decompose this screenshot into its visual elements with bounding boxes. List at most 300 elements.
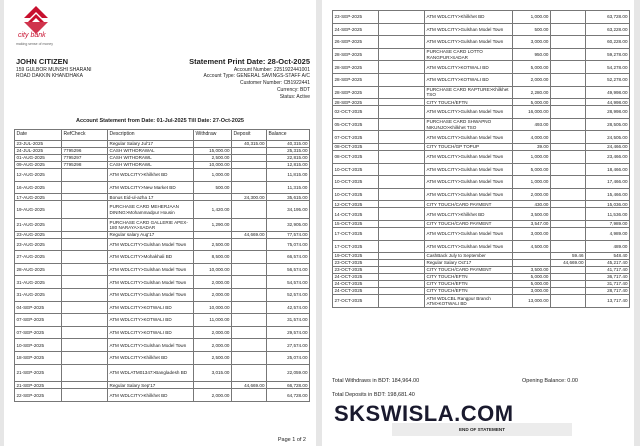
- withdraw-cell: 3,500.00: [513, 208, 551, 221]
- date-cell: 07-SEP-2025: [15, 326, 62, 339]
- deposit-cell: 44,669.00: [232, 382, 267, 389]
- description-cell: Regular Salary Oct'17: [425, 260, 513, 267]
- date-cell: 18-SEP-2025: [15, 351, 62, 364]
- total-withdrawals: Total Withdraws in BDT: 184,964.00: [332, 378, 420, 384]
- table-row: [333, 143, 630, 150]
- withdraw-cell: 3,000.00: [513, 288, 551, 295]
- withdraw-cell: 8,500.00: [194, 251, 232, 264]
- table-row: [15, 339, 310, 352]
- description-cell: ATM WDLCITY>Gulshan Model Town: [425, 23, 513, 36]
- deposit-cell: [551, 288, 586, 295]
- balance-cell: 12,815.00: [267, 162, 310, 169]
- date-cell: 19-AUG-2025: [15, 201, 62, 219]
- balance-cell: 31,574.00: [267, 314, 310, 327]
- balance-cell: 54,278.00: [586, 61, 630, 74]
- date-cell: 12-OCT-2025: [333, 201, 379, 208]
- table-row: [333, 163, 630, 176]
- date-cell: 28-AUG-2025: [15, 263, 62, 276]
- ref-cell: [379, 188, 425, 201]
- deposit-cell: [551, 131, 586, 144]
- ref-cell: [62, 326, 108, 339]
- customer-name: JOHN CITIZEN: [16, 57, 69, 66]
- table-row: [333, 86, 630, 99]
- description-cell: ATM WDLCITY>KOTWALI BD: [108, 301, 194, 314]
- ref-cell: [379, 281, 425, 288]
- date-cell: 10-OCT-2025: [333, 163, 379, 176]
- date-cell: 10-SEP-2025: [15, 339, 62, 352]
- ref-cell: [62, 288, 108, 301]
- table-row: [333, 150, 630, 163]
- withdraw-cell: 3,547.00: [513, 220, 551, 227]
- table-row: [15, 389, 310, 402]
- deposit-cell: [551, 201, 586, 208]
- table-row: [333, 240, 630, 253]
- ref-cell: [62, 339, 108, 352]
- ref-cell: [379, 48, 425, 61]
- ref-cell: [62, 169, 108, 182]
- description-cell: CASH WITHDRAWAL: [108, 148, 194, 155]
- ref-cell: [379, 73, 425, 86]
- description-cell: ATM WDLCITY>Khilkhet BD: [425, 208, 513, 221]
- table-row: [15, 201, 310, 219]
- description-cell: ATM WDLCITY>KOTWALI BD: [108, 314, 194, 327]
- description-cell: ATM WDLCITY>Khilkhet BD: [108, 389, 194, 402]
- watermark: SKSWISLA.COM: [334, 401, 514, 426]
- description-cell: ATM WDLCITY>Gulshan Model Town: [425, 176, 513, 189]
- balance-cell: 49,998.00: [586, 86, 630, 99]
- description-cell: ATM WDLCITY>Gulshan Model Town: [108, 276, 194, 289]
- withdraw-cell: 2,280.00: [513, 86, 551, 99]
- ref-cell: 7795298: [62, 162, 108, 169]
- deposit-cell: [232, 288, 267, 301]
- statement-page-2: [322, 0, 634, 446]
- print-date: Statement Print Date: 28-Oct-2025: [189, 57, 310, 66]
- table-row: [333, 61, 630, 74]
- date-cell: 08-OCT-2025: [333, 150, 379, 163]
- balance-cell: 27,574.00: [267, 339, 310, 352]
- description-cell: CITY TOUCH/GP TOPUP: [425, 143, 513, 150]
- description-cell: ATM WDLCITY>Gulshan Model Town: [425, 163, 513, 176]
- date-cell: 10-OCT-2025: [333, 188, 379, 201]
- description-cell: CITY TOUCH/CARD PAYMENT: [425, 267, 513, 274]
- deposit-cell: [551, 118, 586, 131]
- withdraw-cell: 3,015.00: [194, 364, 232, 382]
- balance-cell: 15,466.00: [586, 188, 630, 201]
- ref-cell: [62, 181, 108, 194]
- balance-cell: 77,574.00: [267, 231, 310, 238]
- date-cell: 28-SEP-2025: [333, 99, 379, 106]
- withdraw-cell: 4,000.00: [513, 131, 551, 144]
- balance-cell: 24,505.00: [586, 131, 630, 144]
- table-row: [333, 267, 630, 274]
- balance-cell: 489.00: [586, 240, 630, 253]
- date-cell: 05-OCT-2025: [333, 118, 379, 131]
- ref-cell: [379, 163, 425, 176]
- withdraw-cell: 5,000.00: [513, 281, 551, 288]
- table-row: [333, 295, 630, 308]
- withdraw-cell: 2,000.00: [194, 389, 232, 402]
- deposit-cell: [232, 238, 267, 251]
- withdraw-cell: 2,500.00: [194, 351, 232, 364]
- deposit-cell: [551, 274, 586, 281]
- date-cell: 21-SEP-2025: [15, 364, 62, 382]
- date-cell: 28-SEP-2025: [333, 48, 379, 61]
- page-number: Page 1 of 2: [277, 437, 306, 443]
- table-row: [333, 227, 630, 240]
- withdraw-cell: 5,000.00: [513, 274, 551, 281]
- ref-cell: [62, 251, 108, 264]
- ref-cell: [379, 99, 425, 106]
- withdraw-cell: 1,000.00: [513, 11, 551, 24]
- deposit-cell: [551, 99, 586, 106]
- table-row: [15, 314, 310, 327]
- withdraw-cell: 2,500.00: [194, 238, 232, 251]
- balance-cell: 11,536.00: [586, 208, 630, 221]
- deposit-cell: 40,315.00: [232, 141, 267, 148]
- date-cell: 24-SEP-2025: [333, 23, 379, 36]
- description-cell: ATM WDLCITY>Gulshan Model Town: [108, 238, 194, 251]
- col-header-deposit: Deposit: [232, 130, 267, 141]
- description-cell: ATM WDLCITY>New Market BD: [108, 181, 194, 194]
- date-cell: 21-SEP-2025: [15, 382, 62, 389]
- balance-cell: 24,466.00: [586, 143, 630, 150]
- withdraw-cell: 3,500.00: [513, 267, 551, 274]
- ref-cell: [379, 208, 425, 221]
- col-header-ref: RefCheck: [62, 130, 108, 141]
- description-cell: ATM WDLCITY>Gulshan Model Town: [108, 339, 194, 352]
- deposit-cell: [232, 155, 267, 162]
- balance-cell: 31,717.40: [586, 281, 630, 288]
- ref-cell: [379, 118, 425, 131]
- brand-tagline: making sense of money: [16, 42, 53, 46]
- withdraw-cell: 1,000.00: [194, 169, 232, 182]
- balance-cell: 34,195.00: [267, 201, 310, 219]
- date-cell: 28-SEP-2025: [333, 86, 379, 99]
- ref-cell: [62, 238, 108, 251]
- address-line-1: 159 GULBOR MUNSHI SHARANI: [16, 67, 92, 73]
- col-header-date: Date: [15, 130, 62, 141]
- date-cell: 24-OCT-2025: [333, 281, 379, 288]
- currency: Currency: BDT: [276, 87, 310, 93]
- ref-cell: [379, 267, 425, 274]
- ref-cell: [62, 314, 108, 327]
- ref-cell: [379, 131, 425, 144]
- statement-period-title: Account Statement from Date: 01-Jul-2025 Till Date: 27-Oct-2025: [75, 118, 244, 124]
- withdraw-cell: 2,000.00: [194, 276, 232, 289]
- deposit-cell: [551, 143, 586, 150]
- deposit-cell: [551, 23, 586, 36]
- balance-cell: 42,574.00: [267, 301, 310, 314]
- date-cell: 17-OCT-2025: [333, 227, 379, 240]
- withdraw-cell: [194, 141, 232, 148]
- withdraw-cell: 2,000.00: [194, 288, 232, 301]
- table-row: [333, 131, 630, 144]
- description-cell: CASH WITHDRAWL: [108, 162, 194, 169]
- withdraw-cell: 5,000.00: [513, 99, 551, 106]
- description-cell: ATM WDLCITY>Gulshan Model Town: [425, 240, 513, 253]
- deposit-cell: [551, 227, 586, 240]
- account-number: Account Number: 2251922441001: [233, 67, 310, 73]
- balance-cell: 66,728.00: [267, 382, 310, 389]
- withdraw-cell: 493.00: [513, 118, 551, 131]
- ref-cell: 7795297: [62, 155, 108, 162]
- withdraw-cell: 2,500.00: [194, 155, 232, 162]
- date-cell: 08-OCT-2025: [333, 143, 379, 150]
- end-of-statement: END OF STATEMENT: [392, 423, 572, 436]
- deposit-cell: [232, 169, 267, 182]
- table-row: [15, 218, 310, 231]
- table-row: [333, 208, 630, 221]
- description-cell: Regular Salary Sep'17: [108, 382, 194, 389]
- account-type: Account Type: GENERAL SAVINGS-STAFF A/C: [203, 73, 310, 79]
- ref-cell: [379, 260, 425, 267]
- date-cell: 22-SEP-2025: [15, 389, 62, 402]
- date-cell: 27-OCT-2025: [333, 295, 379, 308]
- description-cell: ATM WDLCBL Rangpur Branch ATM>KOTWALI BD: [425, 295, 513, 308]
- deposit-cell: [551, 73, 586, 86]
- description-cell: CITY TOUCH/EFTN: [425, 274, 513, 281]
- deposit-cell: [551, 61, 586, 74]
- table-row: [15, 301, 310, 314]
- date-cell: 16-AUG-2025: [15, 181, 62, 194]
- balance-cell: 29,574.00: [267, 326, 310, 339]
- withdraw-cell: 500.00: [194, 181, 232, 194]
- description-cell: ATM WDLATM01347>Bangladesh BD: [108, 364, 194, 382]
- table-row: [15, 263, 310, 276]
- table-row: [333, 118, 630, 131]
- balance-cell: 52,574.00: [267, 288, 310, 301]
- balance-cell: 36,717.40: [586, 274, 630, 281]
- withdraw-cell: [513, 253, 551, 260]
- date-cell: 07-OCT-2025: [333, 131, 379, 144]
- deposit-cell: [551, 188, 586, 201]
- account-status: Status: Active: [279, 94, 310, 100]
- deposit-cell: [551, 86, 586, 99]
- ref-cell: [62, 276, 108, 289]
- description-cell: ATM WDLCITY>Gulshan Model Town: [425, 36, 513, 49]
- ref-cell: [379, 240, 425, 253]
- description-cell: ATM WDLCITY>Gulshan Model Town: [425, 227, 513, 240]
- balance-cell: 4,989.00: [586, 227, 630, 240]
- withdraw-cell: [513, 260, 551, 267]
- date-cell: 09-AUG-2025: [15, 162, 62, 169]
- withdraw-cell: [194, 231, 232, 238]
- description-cell: ATM WDLCITY>KOTWALI BD: [425, 73, 513, 86]
- table-row: [333, 188, 630, 201]
- deposit-cell: [232, 389, 267, 402]
- deposit-cell: [232, 218, 267, 231]
- balance-cell: 548.40: [586, 253, 630, 260]
- transactions-table-page-1: [14, 129, 310, 402]
- balance-cell: 63,728.00: [586, 11, 630, 24]
- ref-cell: [379, 143, 425, 150]
- deposit-cell: [232, 314, 267, 327]
- description-cell: Regular Salary Jul'17: [108, 141, 194, 148]
- ref-cell: [62, 364, 108, 382]
- ref-cell: [379, 86, 425, 99]
- date-cell: 19-OCT-2025: [333, 253, 379, 260]
- balance-cell: 56,574.00: [267, 263, 310, 276]
- withdraw-cell: 15,000.00: [194, 148, 232, 155]
- deposit-cell: [551, 163, 586, 176]
- deposit-cell: [551, 281, 586, 288]
- withdraw-cell: [194, 382, 232, 389]
- ref-cell: [379, 295, 425, 308]
- withdraw-cell: 4,500.00: [513, 240, 551, 253]
- deposit-cell: 44,669.00: [232, 231, 267, 238]
- deposit-cell: 59.46: [551, 253, 586, 260]
- description-cell: ATM WDLCITY>Khilkhet BD: [108, 169, 194, 182]
- balance-cell: 22,815.00: [267, 155, 310, 162]
- balance-cell: 54,574.00: [267, 276, 310, 289]
- deposit-cell: [551, 240, 586, 253]
- ref-cell: [62, 382, 108, 389]
- date-cell: 23-OCT-2025: [333, 260, 379, 267]
- balance-cell: 28,998.00: [586, 106, 630, 119]
- table-row: [15, 181, 310, 194]
- balance-cell: 17,466.00: [586, 176, 630, 189]
- deposit-cell: [232, 276, 267, 289]
- table-row: [333, 274, 630, 281]
- withdraw-cell: 1,420.00: [194, 201, 232, 219]
- date-cell: 28-SEP-2025: [333, 73, 379, 86]
- balance-cell: 66,574.00: [267, 251, 310, 264]
- deposit-cell: [232, 364, 267, 382]
- balance-cell: 63,228.00: [586, 23, 630, 36]
- balance-cell: 28,505.00: [586, 118, 630, 131]
- withdraw-cell: 5,000.00: [513, 163, 551, 176]
- date-cell: 17-AUG-2025: [15, 194, 62, 201]
- table-row: [15, 238, 310, 251]
- table-row: [15, 326, 310, 339]
- opening-balance: Opening Balance: 0.00: [522, 378, 578, 384]
- withdraw-cell: 500.00: [513, 23, 551, 36]
- ref-cell: [379, 23, 425, 36]
- deposit-cell: [551, 208, 586, 221]
- col-header-balance: Balance: [267, 130, 310, 141]
- balance-cell: 35,615.00: [267, 194, 310, 201]
- col-header-description: Description: [108, 130, 194, 141]
- table-row: [15, 251, 310, 264]
- ref-cell: [62, 389, 108, 402]
- table-row: [333, 73, 630, 86]
- ref-cell: [379, 106, 425, 119]
- table-row: [15, 364, 310, 382]
- balance-cell: 15,036.00: [586, 201, 630, 208]
- description-cell: ATM WDLCITY>Gulshan Model Town: [425, 131, 513, 144]
- date-cell: 23-AUG-2025: [15, 231, 62, 238]
- ref-cell: [379, 274, 425, 281]
- description-cell: PURCHASE CARD LOTTO RANGPUR>SADAR: [425, 48, 513, 61]
- ref-cell: [379, 176, 425, 189]
- description-cell: CITY TOUCH/EFTN: [425, 99, 513, 106]
- ref-cell: [379, 61, 425, 74]
- date-cell: 14-OCT-2025: [333, 208, 379, 221]
- balance-cell: 11,315.00: [267, 181, 310, 194]
- deposit-cell: [551, 106, 586, 119]
- date-cell: 17-OCT-2025: [333, 240, 379, 253]
- description-cell: PURCHASE CARD MEHERJAAN DINING>Mohammadpur Housin: [108, 201, 194, 219]
- withdraw-cell: 10,000.00: [194, 162, 232, 169]
- table-row: [333, 281, 630, 288]
- balance-cell: 28,717.40: [586, 288, 630, 295]
- withdraw-cell: 2,000.00: [194, 326, 232, 339]
- deposit-cell: [551, 11, 586, 24]
- balance-cell: 64,728.00: [267, 389, 310, 402]
- table-row: [15, 288, 310, 301]
- table-row: [333, 253, 630, 260]
- balance-cell: 25,315.00: [267, 148, 310, 155]
- balance-cell: 23,466.00: [586, 150, 630, 163]
- withdraw-cell: 430.00: [513, 201, 551, 208]
- withdraw-cell: 2,000.00: [194, 339, 232, 352]
- deposit-cell: [551, 36, 586, 49]
- brand-name: city bank: [18, 32, 46, 39]
- deposit-cell: [232, 181, 267, 194]
- withdraw-cell: 3,000.00: [513, 36, 551, 49]
- description-cell: CITY TOUCH/EFTN: [425, 288, 513, 295]
- ref-cell: [62, 301, 108, 314]
- description-cell: PURCHASE CARD SHWAPNO NIKUNJO>Khilkhet TSO: [425, 118, 513, 131]
- withdraw-cell: 950.00: [513, 48, 551, 61]
- balance-cell: 11,815.00: [267, 169, 310, 182]
- description-cell: ATM WDLCITY>Gulshan Model Town: [108, 263, 194, 276]
- date-cell: 31-AUG-2025: [15, 288, 62, 301]
- ref-cell: [62, 194, 108, 201]
- table-row: [15, 231, 310, 238]
- description-cell: ATM WDLCITY>Gulshan Model Town: [425, 150, 513, 163]
- table-row: [15, 351, 310, 364]
- ref-cell: [62, 263, 108, 276]
- description-cell: ATM WDLCITY>KOTWALI BD: [425, 61, 513, 74]
- date-cell: 24-OCT-2025: [333, 288, 379, 295]
- ref-cell: [379, 36, 425, 49]
- description-cell: Bonus Eid-ul-azha 17: [108, 194, 194, 201]
- description-cell: ATM WDLCITY>Gulshan Model Town: [425, 106, 513, 119]
- date-cell: 26-SEP-2025: [333, 36, 379, 49]
- table-row: [15, 162, 310, 169]
- deposit-cell: [232, 339, 267, 352]
- table-row: [333, 11, 630, 24]
- table-row: [333, 201, 630, 208]
- withdraw-cell: 5,000.00: [513, 61, 551, 74]
- description-cell: ATM WDLCITY>Khilkhet BD: [425, 11, 513, 24]
- ref-cell: [379, 288, 425, 295]
- date-cell: 31-AUG-2025: [15, 276, 62, 289]
- deposit-cell: [232, 263, 267, 276]
- table-row: [15, 382, 310, 389]
- deposit-cell: [232, 201, 267, 219]
- withdraw-cell: 13,000.00: [513, 295, 551, 308]
- date-cell: 02-OCT-2025: [333, 106, 379, 119]
- balance-cell: 59,278.00: [586, 48, 630, 61]
- ref-cell: [379, 201, 425, 208]
- date-cell: 12-AUG-2025: [15, 169, 62, 182]
- date-cell: 04-SEP-2025: [15, 301, 62, 314]
- ref-cell: [62, 231, 108, 238]
- ref-cell: [379, 227, 425, 240]
- description-cell: Regular salary Aug'17: [108, 231, 194, 238]
- withdraw-cell: 1,000.00: [513, 176, 551, 189]
- balance-cell: 44,998.00: [586, 99, 630, 106]
- ref-cell: 7795296: [62, 148, 108, 155]
- ref-cell: [62, 218, 108, 231]
- description-cell: CITY TOUCH/CARD PAYMENT: [425, 201, 513, 208]
- description-cell: ATM WDLCITY>Khilkhet BD: [108, 351, 194, 364]
- statement-page-1: [4, 0, 316, 446]
- deposit-cell: [551, 267, 586, 274]
- table-row: [15, 169, 310, 182]
